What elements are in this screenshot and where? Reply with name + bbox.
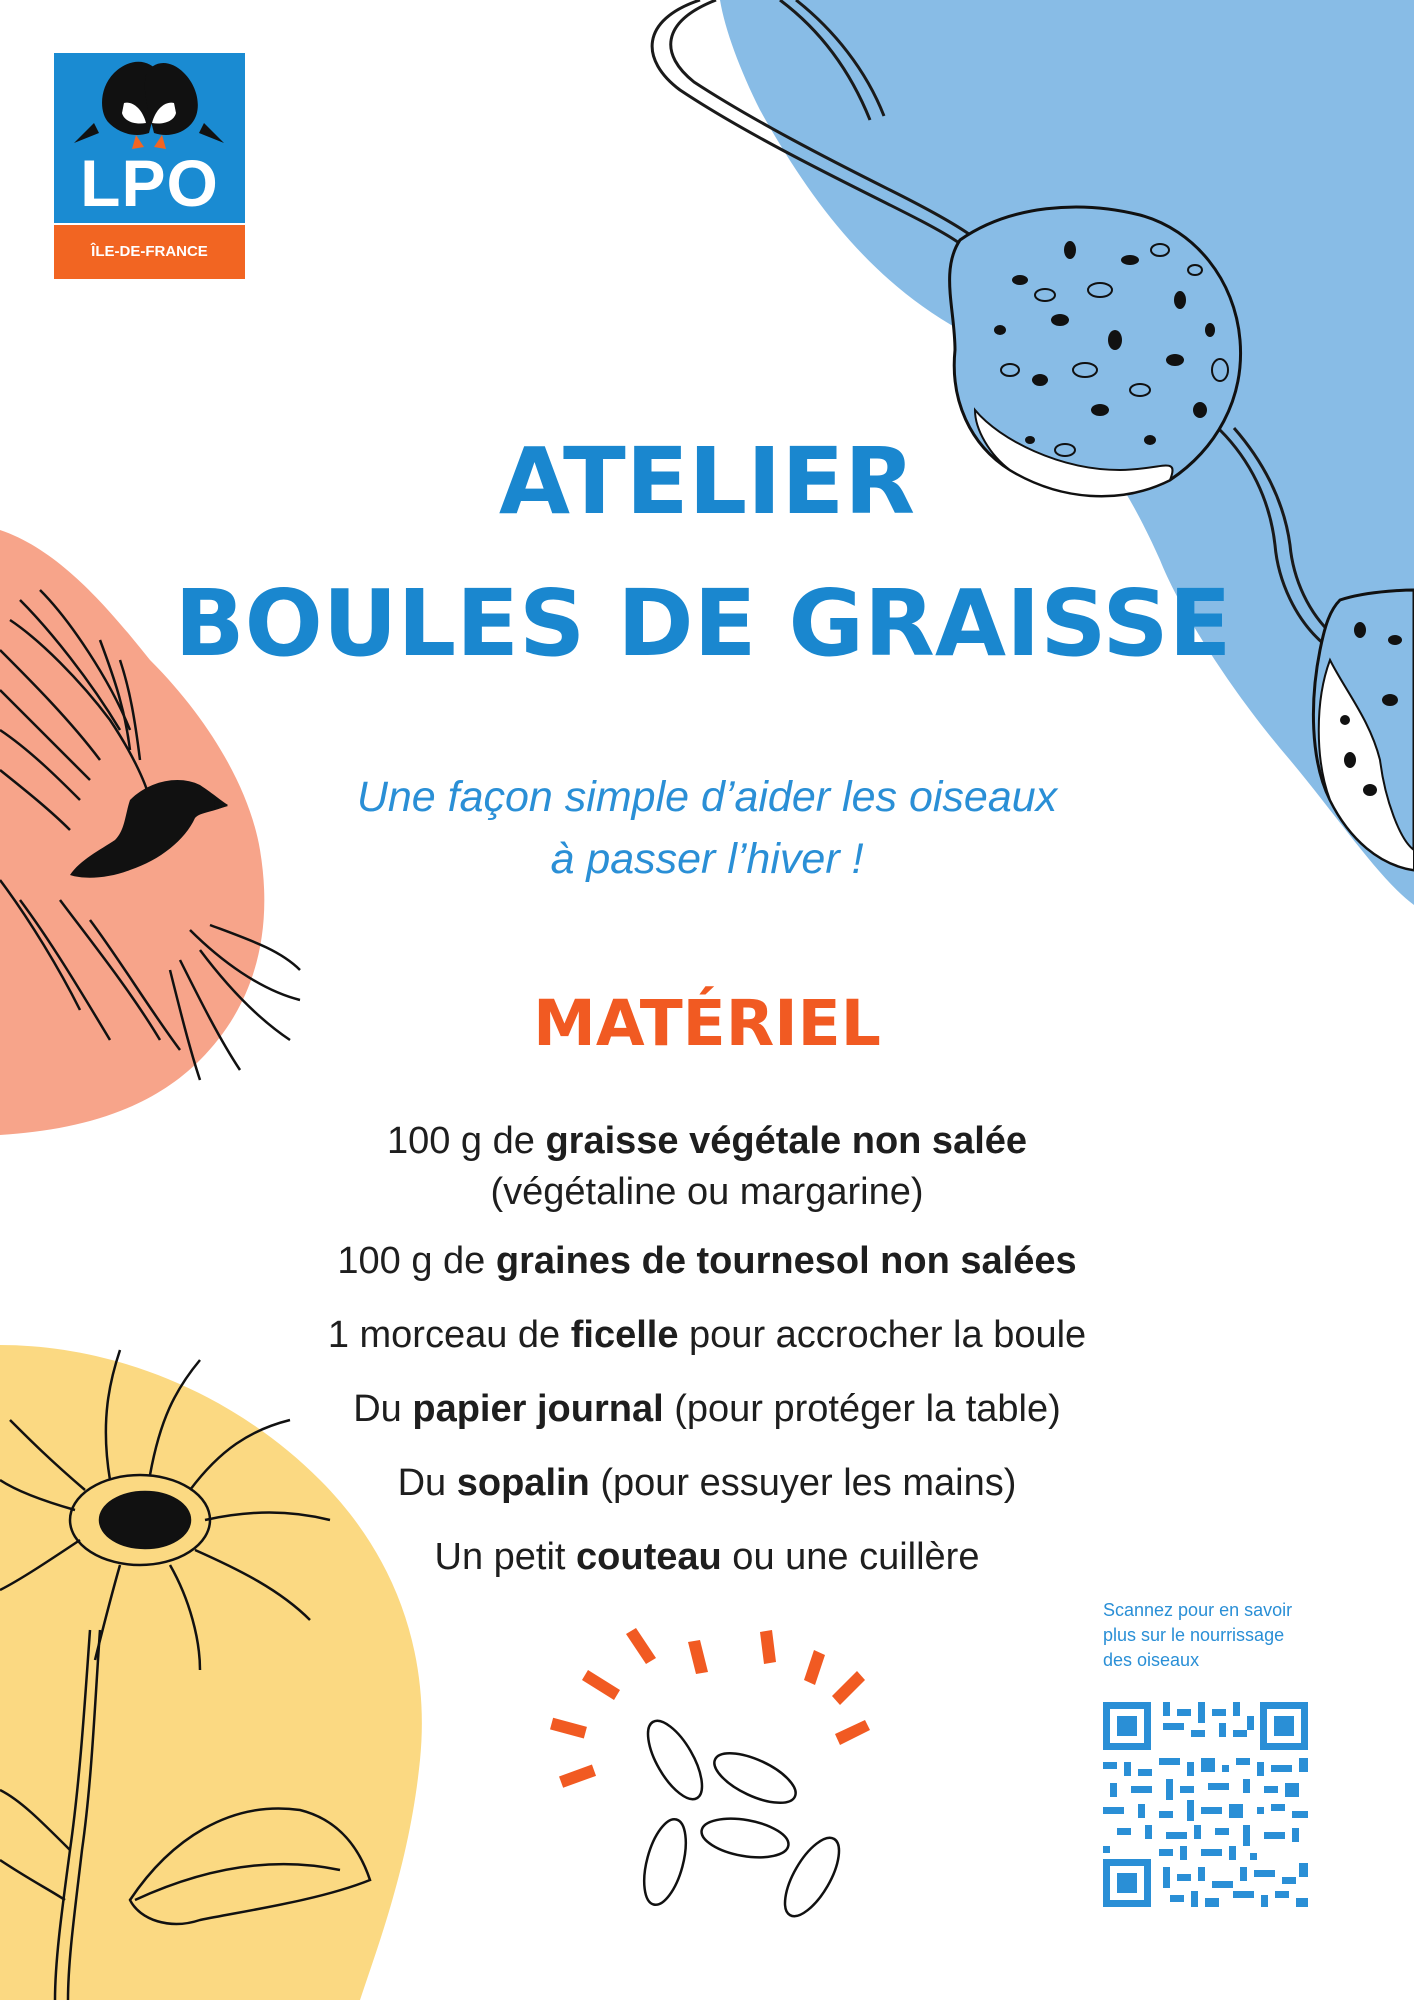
item-text: 100 g de xyxy=(386,1120,546,1162)
item-text: (pour protéger la table) xyxy=(663,1388,1061,1430)
lpo-logo xyxy=(54,53,245,279)
list-item xyxy=(0,1115,1414,1167)
item-bold: papier journal xyxy=(412,1388,664,1430)
item-text: (pour essuyer les mains) xyxy=(589,1462,1017,1504)
list-item xyxy=(0,1457,1414,1509)
list-item xyxy=(0,1309,1414,1361)
item-bold: sopalin xyxy=(456,1462,590,1504)
item-text: pour accrocher la boule xyxy=(678,1314,1087,1356)
qr-caption-line: plus sur le nourrissage xyxy=(1103,1625,1285,1645)
qr-caption xyxy=(1103,1598,1373,1673)
item-bold: ficelle xyxy=(570,1314,679,1356)
list-item xyxy=(0,1235,1414,1287)
qr-caption-line: des oiseaux xyxy=(1103,1650,1200,1670)
list-item xyxy=(0,1167,1414,1217)
item-text: Du xyxy=(397,1462,457,1504)
item-text: Un petit xyxy=(434,1536,577,1578)
item-bold: couteau xyxy=(576,1536,722,1578)
logo-brand-text: LPO xyxy=(80,146,219,220)
materiel-heading: MATÉRIEL xyxy=(533,987,881,1060)
subtitle-line-1: Une façon simple d’aider les oiseaux xyxy=(356,773,1058,821)
materiel-list xyxy=(0,1115,1414,1583)
subtitle-line-2: à passer l’hiver ! xyxy=(550,835,864,883)
item-bold: graines de tournesol non salées xyxy=(495,1240,1077,1282)
title-line-1: ATELIER xyxy=(498,428,916,535)
seeds-icon xyxy=(550,1628,870,1788)
list-item xyxy=(0,1383,1414,1435)
item-text: 1 morceau de xyxy=(327,1314,571,1356)
item-text: Du xyxy=(353,1388,413,1430)
list-item xyxy=(0,1531,1414,1583)
item-text: 100 g de xyxy=(337,1240,496,1282)
item-bold: graisse végétale non salée xyxy=(545,1120,1028,1162)
logo-region-text: ÎLE-DE-FRANCE xyxy=(91,243,208,260)
qr-code[interactable] xyxy=(1103,1702,1308,1907)
subtitle xyxy=(0,766,1414,890)
item-text: (végétaline ou margarine) xyxy=(490,1171,924,1213)
puffin-logo-icon xyxy=(54,53,245,153)
sunflower-seeds-illustration xyxy=(636,1713,849,1924)
title-line-2: BOULES DE GRAISSE xyxy=(174,570,1232,677)
item-text: ou une cuillère xyxy=(721,1536,980,1578)
qr-caption-line: Scannez pour en savoir xyxy=(1103,1600,1293,1620)
